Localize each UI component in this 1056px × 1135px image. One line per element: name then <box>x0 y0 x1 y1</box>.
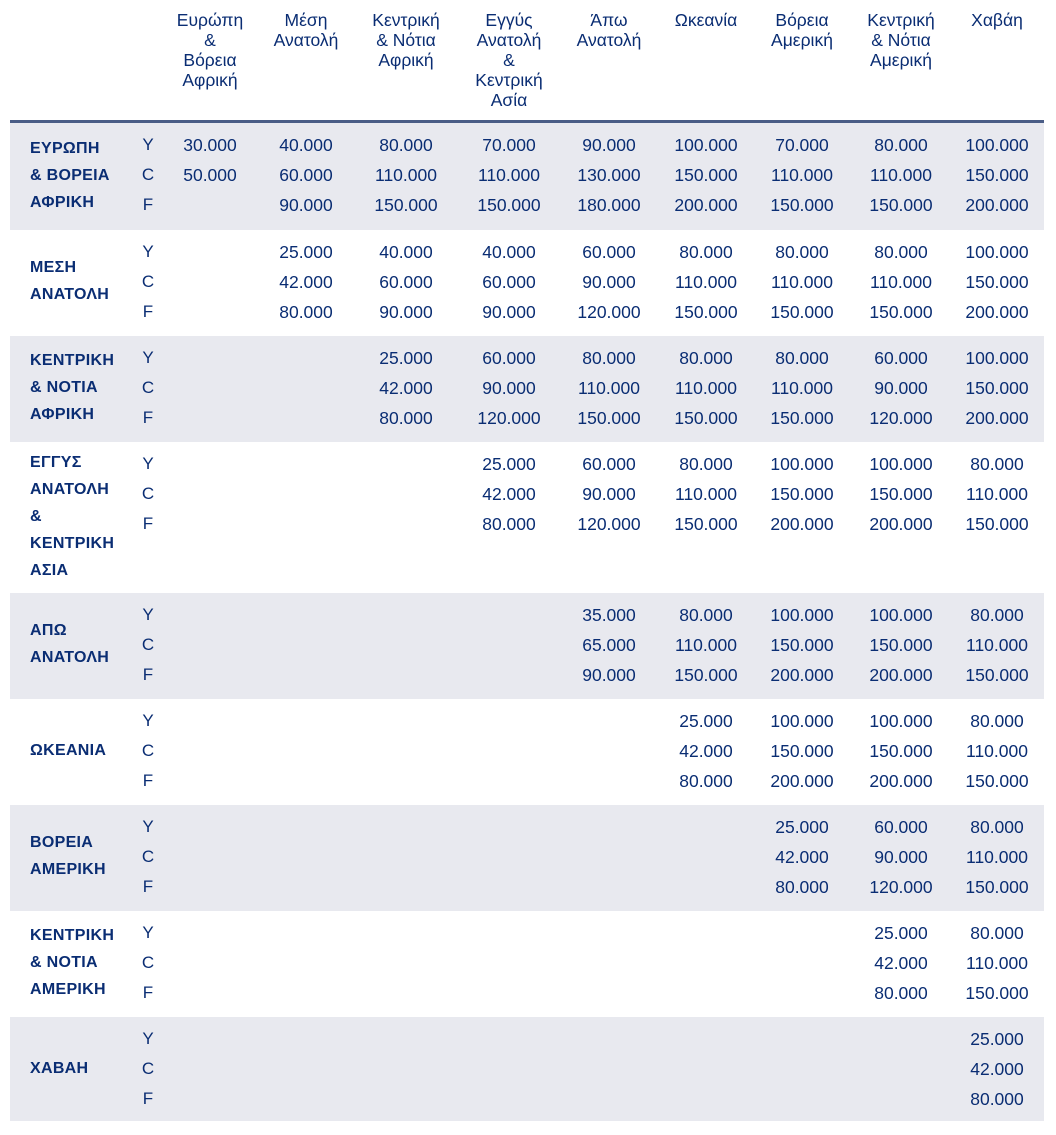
origin-region-label-line: ΑΝΑΤΟΛΗ <box>30 649 110 666</box>
points-value: 120.000 <box>477 408 541 428</box>
points-value: 25.000 <box>379 348 433 368</box>
points-value: 150.000 <box>674 514 738 534</box>
origin-row <box>10 1017 1044 1121</box>
column-header-line: Ανατολή <box>476 30 542 50</box>
points-value: 150.000 <box>770 484 834 504</box>
origin-region-label-line: ΒΟΡΕΙΑ <box>30 834 94 851</box>
points-value: 80.000 <box>775 242 829 262</box>
points-value: 110.000 <box>966 635 1028 655</box>
points-value: 150.000 <box>869 484 933 504</box>
cabin-class-label: C <box>141 378 155 397</box>
origin-region-label-line: ΩΚΕΑΝΙΑ <box>30 741 107 759</box>
points-value: 35.000 <box>582 605 636 625</box>
points-value: 25.000 <box>679 711 733 731</box>
origin-region-label <box>30 449 130 584</box>
column-header <box>256 10 356 50</box>
points-value: 25.000 <box>874 923 928 943</box>
points-value: 150.000 <box>965 877 1029 897</box>
origin-region-label-line: & ΝΟΤΙΑ <box>30 378 98 396</box>
points-value: 60.000 <box>482 272 536 292</box>
points-value: 90.000 <box>582 272 636 292</box>
column-header-line: Κεντρική <box>475 70 543 90</box>
origin-row <box>10 911 1044 1017</box>
cabin-class-label: C <box>141 1059 155 1078</box>
points-value: 100.000 <box>770 454 834 474</box>
points-value: 90.000 <box>874 847 928 867</box>
cabin-class-label: F <box>142 665 154 684</box>
points-value: 110.000 <box>675 484 737 504</box>
points-value: 110.000 <box>966 847 1028 867</box>
column-header-line: Βόρεια <box>183 50 237 70</box>
points-value: 200.000 <box>869 771 933 791</box>
column-header <box>559 10 659 50</box>
points-value: 100.000 <box>869 454 933 474</box>
points-value: 110.000 <box>675 635 737 655</box>
points-value: 150.000 <box>869 741 933 761</box>
points-value: 130.000 <box>577 165 641 185</box>
points-value: 150.000 <box>577 408 641 428</box>
points-value: 150.000 <box>374 195 438 215</box>
points-value: 90.000 <box>582 135 636 155</box>
origin-region-label-line: & <box>30 507 42 525</box>
points-value: 110.000 <box>771 165 833 185</box>
points-value: 150.000 <box>965 771 1029 791</box>
points-value: 70.000 <box>482 135 536 155</box>
points-value: 60.000 <box>874 817 928 837</box>
points-value: 90.000 <box>379 302 433 322</box>
points-value: 150.000 <box>869 302 933 322</box>
column-header-line: Ευρώπη <box>176 10 244 30</box>
points-value: 25.000 <box>279 242 333 262</box>
column-header <box>947 10 1047 30</box>
points-value: 110.000 <box>675 272 737 292</box>
points-value: 120.000 <box>577 514 641 534</box>
column-header-line: Κεντρική <box>372 10 440 30</box>
points-value: 150.000 <box>477 195 541 215</box>
points-value: 200.000 <box>869 514 933 534</box>
cabin-class-label: F <box>142 983 154 1002</box>
points-value: 150.000 <box>965 665 1029 685</box>
points-value: 200.000 <box>965 302 1029 322</box>
origin-row <box>10 336 1044 442</box>
points-value: 80.000 <box>970 1089 1024 1109</box>
origin-region-label-line: ΚΕΝΤΡΙΚΗ <box>30 534 115 552</box>
column-header-line: Άπω <box>590 10 628 30</box>
column-header-line: Αμερική <box>870 50 932 70</box>
cabin-class-label: F <box>142 408 154 427</box>
points-value: 150.000 <box>674 302 738 322</box>
points-value: 150.000 <box>869 195 933 215</box>
points-value: 50.000 <box>183 165 237 185</box>
cabin-class-label: C <box>141 484 155 503</box>
points-value: 42.000 <box>970 1059 1024 1079</box>
origin-region-label <box>30 922 130 1003</box>
points-value: 150.000 <box>965 165 1029 185</box>
points-value: 40.000 <box>482 242 536 262</box>
origin-region-label-line: ΑΠΩ <box>30 622 67 639</box>
points-value: 80.000 <box>679 771 733 791</box>
points-value: 110.000 <box>966 484 1028 504</box>
origin-region-label-line: ΧΑΒΑΗ <box>30 1059 89 1077</box>
origin-region-label <box>30 254 130 308</box>
points-value: 150.000 <box>965 272 1029 292</box>
points-value: 110.000 <box>771 378 833 398</box>
points-value: 110.000 <box>478 165 540 185</box>
points-value: 80.000 <box>970 711 1024 731</box>
origin-region-label-line: & ΒΟΡΕΙΑ <box>30 166 110 184</box>
cabin-class-label: Y <box>142 348 154 367</box>
points-value: 80.000 <box>775 348 829 368</box>
points-value: 42.000 <box>775 847 829 867</box>
origin-row <box>10 805 1044 911</box>
points-value: 200.000 <box>770 771 834 791</box>
points-value: 60.000 <box>482 348 536 368</box>
points-value: 100.000 <box>965 348 1029 368</box>
column-header-line: & <box>204 30 216 50</box>
origin-region-label-line: ΑΜΕΡΙΚΗ <box>30 861 106 878</box>
points-value: 30.000 <box>183 135 237 155</box>
points-value: 150.000 <box>674 165 738 185</box>
cabin-class-label: Y <box>142 242 154 261</box>
points-value: 60.000 <box>379 272 433 292</box>
points-value: 80.000 <box>379 135 433 155</box>
cabin-class-label: C <box>141 165 155 184</box>
points-value: 80.000 <box>874 242 928 262</box>
points-value: 80.000 <box>970 454 1024 474</box>
points-value: 150.000 <box>770 408 834 428</box>
points-value: 80.000 <box>679 242 733 262</box>
points-value: 110.000 <box>578 378 640 398</box>
points-value: 42.000 <box>482 484 536 504</box>
points-value: 60.000 <box>874 348 928 368</box>
points-value: 60.000 <box>582 242 636 262</box>
points-value: 110.000 <box>771 272 833 292</box>
origin-region-label-line: ΑΝΑΤΟΛΗ <box>30 286 110 303</box>
cabin-class-label: F <box>142 195 154 214</box>
points-value: 110.000 <box>375 165 437 185</box>
cabin-class-label: C <box>141 953 155 972</box>
cabin-class-label: C <box>141 741 155 760</box>
column-header-line: Εγγύς <box>485 10 533 30</box>
points-value: 100.000 <box>869 605 933 625</box>
points-value: 90.000 <box>582 484 636 504</box>
cabin-class-label: Y <box>142 711 154 730</box>
origin-region-label <box>30 737 130 764</box>
points-value: 150.000 <box>770 302 834 322</box>
points-value: 80.000 <box>679 605 733 625</box>
column-header-line: Ανατολή <box>273 30 339 50</box>
cabin-class-label: Y <box>142 454 154 473</box>
points-value: 180.000 <box>577 195 641 215</box>
column-header-line: Ανατολή <box>576 30 642 50</box>
points-value: 150.000 <box>965 514 1029 534</box>
points-value: 150.000 <box>965 378 1029 398</box>
origin-row <box>10 123 1044 230</box>
cabin-class-label: F <box>142 771 154 790</box>
cabin-class-label: Y <box>142 817 154 836</box>
column-header-line: Αμερική <box>771 30 833 50</box>
origin-row <box>10 699 1044 805</box>
origin-region-label <box>30 617 130 671</box>
points-value: 150.000 <box>770 741 834 761</box>
points-value: 110.000 <box>675 378 737 398</box>
points-value: 90.000 <box>482 378 536 398</box>
column-header <box>459 10 559 110</box>
column-header-line: & Νότια <box>871 30 931 50</box>
points-value: 150.000 <box>770 195 834 215</box>
points-value: 110.000 <box>870 272 932 292</box>
cabin-class-label: F <box>142 877 154 896</box>
points-value: 80.000 <box>279 302 333 322</box>
cabin-class-label: F <box>142 302 154 321</box>
origin-row <box>10 230 1044 336</box>
points-value: 80.000 <box>775 877 829 897</box>
points-value: 80.000 <box>970 817 1024 837</box>
origin-region-label-line: ΑΜΕΡΙΚΗ <box>30 980 106 998</box>
points-value: 70.000 <box>775 135 829 155</box>
cabin-class-label: Y <box>142 135 154 154</box>
origin-region-label-line: ΑΦΡΙΚΗ <box>30 405 95 423</box>
origin-region-label <box>30 829 130 883</box>
origin-region-label-line: ΑΦΡΙΚΗ <box>30 193 95 211</box>
points-value: 40.000 <box>279 135 333 155</box>
points-value: 200.000 <box>965 408 1029 428</box>
column-header-line: Αφρική <box>182 70 238 90</box>
points-value: 120.000 <box>577 302 641 322</box>
points-value: 200.000 <box>869 665 933 685</box>
points-value: 150.000 <box>770 635 834 655</box>
points-value: 25.000 <box>970 1029 1024 1049</box>
points-value: 42.000 <box>379 378 433 398</box>
points-value: 60.000 <box>279 165 333 185</box>
column-header-row <box>0 0 1056 122</box>
origin-region-label <box>30 1055 130 1082</box>
points-value: 200.000 <box>965 195 1029 215</box>
column-header <box>356 10 456 70</box>
origin-region-label-line: & ΝΟΤΙΑ <box>30 953 98 971</box>
points-value: 200.000 <box>770 514 834 534</box>
column-header-line: Ωκεανία <box>674 10 738 30</box>
points-value: 90.000 <box>582 665 636 685</box>
points-value: 150.000 <box>869 635 933 655</box>
column-header <box>656 10 756 30</box>
column-header-line: Μέση <box>284 10 328 30</box>
column-header <box>160 10 260 90</box>
column-header-line: Ασία <box>490 90 528 110</box>
points-value: 60.000 <box>582 454 636 474</box>
points-value: 80.000 <box>679 348 733 368</box>
origin-region-label <box>30 135 130 216</box>
points-value: 150.000 <box>674 408 738 428</box>
origin-region-label-line: ΚΕΝΤΡΙΚΗ <box>30 351 115 369</box>
points-value: 100.000 <box>965 135 1029 155</box>
points-value: 100.000 <box>869 711 933 731</box>
points-value: 110.000 <box>870 165 932 185</box>
origin-region-label-line: ΑΣΙΑ <box>30 561 69 579</box>
points-value: 100.000 <box>965 242 1029 262</box>
points-value: 42.000 <box>279 272 333 292</box>
column-header-line: Βόρεια <box>775 10 829 30</box>
points-value: 42.000 <box>874 953 928 973</box>
origin-region-label-line: ΕΓΓΥΣ <box>30 453 82 471</box>
cabin-class-label: F <box>142 1089 154 1108</box>
cabin-class-label: Y <box>142 923 154 942</box>
cabin-class-label: F <box>142 514 154 533</box>
points-value: 80.000 <box>874 135 928 155</box>
column-header-line: Αφρική <box>378 50 434 70</box>
points-value: 120.000 <box>869 408 933 428</box>
points-value: 100.000 <box>674 135 738 155</box>
points-value: 200.000 <box>674 195 738 215</box>
points-value: 100.000 <box>770 605 834 625</box>
origin-region-label-line: ΑΝΑΤΟΛΗ <box>30 480 110 498</box>
origin-region-label-line: ΜΕΣΗ <box>30 259 77 276</box>
origin-row <box>10 442 1044 593</box>
points-value: 80.000 <box>582 348 636 368</box>
points-value: 25.000 <box>482 454 536 474</box>
cabin-class-label: C <box>141 635 155 654</box>
points-value: 150.000 <box>674 665 738 685</box>
points-value: 80.000 <box>970 605 1024 625</box>
points-value: 90.000 <box>279 195 333 215</box>
column-header-line: & Νότια <box>376 30 436 50</box>
cabin-class-label: Y <box>142 605 154 624</box>
points-value: 200.000 <box>770 665 834 685</box>
origin-region-label-line: ΕΥΡΩΠΗ <box>30 139 100 157</box>
origin-row <box>10 593 1044 699</box>
points-value: 90.000 <box>874 378 928 398</box>
points-value: 100.000 <box>770 711 834 731</box>
points-value: 120.000 <box>869 877 933 897</box>
points-value: 80.000 <box>379 408 433 428</box>
column-header <box>752 10 852 50</box>
points-value: 65.000 <box>582 635 636 655</box>
points-value: 42.000 <box>679 741 733 761</box>
column-header-line: Χαβάη <box>971 10 1023 30</box>
points-value: 80.000 <box>874 983 928 1003</box>
column-header-line: Κεντρική <box>867 10 935 30</box>
points-value: 25.000 <box>775 817 829 837</box>
origin-region-label-line: ΚΕΝΤΡΙΚΗ <box>30 926 115 944</box>
points-value: 80.000 <box>482 514 536 534</box>
column-header-line: & <box>503 50 515 70</box>
cabin-class-label: C <box>141 272 155 291</box>
points-value: 80.000 <box>679 454 733 474</box>
column-header <box>851 10 951 70</box>
cabin-class-label: Y <box>142 1029 154 1048</box>
points-value: 90.000 <box>482 302 536 322</box>
points-value: 40.000 <box>379 242 433 262</box>
points-value: 110.000 <box>966 953 1028 973</box>
cabin-class-label: C <box>141 847 155 866</box>
origin-region-label <box>30 347 130 428</box>
points-value: 80.000 <box>970 923 1024 943</box>
points-value: 110.000 <box>966 741 1028 761</box>
points-value: 150.000 <box>965 983 1029 1003</box>
